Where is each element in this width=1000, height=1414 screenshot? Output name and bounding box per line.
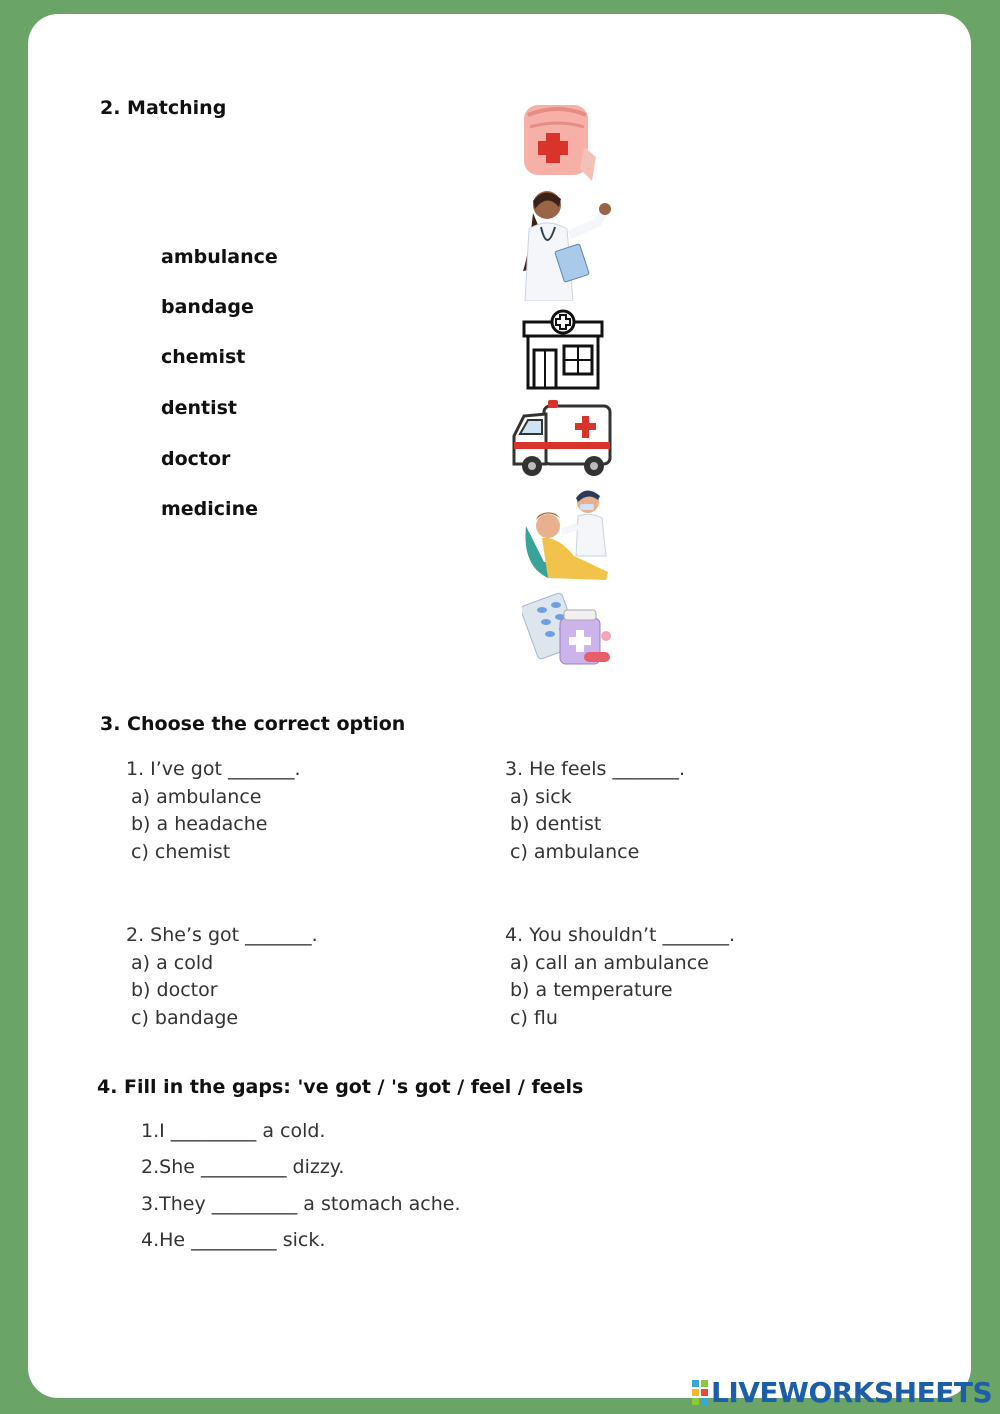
option-b[interactable]: b) a headache [131,813,268,836]
question-prompt: 3. He feels _______. [505,758,686,780]
fill-item-3[interactable] [141,1193,461,1215]
chemist-shop-picture[interactable] [520,306,606,392]
fill-text[interactable]: I _________ a cold. [159,1120,326,1142]
option-a[interactable]: a) a cold [131,951,214,974]
liveworksheets-logo [692,1376,992,1409]
ambulance-picture[interactable] [510,396,616,482]
word-chemist[interactable]: chemist [161,346,246,368]
option-a[interactable]: a) call an ambulance [510,951,709,974]
fill-text[interactable]: She _________ dizzy. [159,1156,345,1178]
fill-number: 3. [141,1193,160,1215]
option-c[interactable]: c) chemist [131,840,231,863]
fill-heading: 4. Fill in the gaps: 've got / 's got / feel / feels [97,1076,584,1098]
doctor-picture[interactable] [515,183,615,301]
option-c[interactable]: c) flu [510,1006,558,1029]
bandage-picture[interactable] [518,97,598,181]
medicine-picture[interactable] [522,588,616,672]
fill-item-1[interactable] [141,1120,325,1142]
word-dentist[interactable]: dentist [161,397,237,419]
word-ambulance[interactable]: ambulance [161,246,278,268]
option-b[interactable]: b) a temperature [510,979,673,1002]
fill-number: 1. [141,1120,160,1142]
word-bandage[interactable]: bandage [161,296,254,318]
question-prompt: 2. She’s got _______. [126,924,318,946]
fill-text[interactable]: He _________ sick. [159,1229,326,1251]
fill-number: 2. [141,1156,160,1178]
word-medicine[interactable]: medicine [161,498,258,520]
word-doctor[interactable]: doctor [161,448,231,470]
option-a[interactable]: a) ambulance [131,785,262,808]
option-b[interactable]: b) dentist [510,813,602,836]
question-1 [126,756,301,866]
fill-number: 4. [141,1229,160,1251]
question-prompt: 1. I’ve got _______. [126,758,301,780]
question-prompt: 4. You shouldn’t _______. [505,924,736,946]
fill-text[interactable]: They _________ a stomach ache. [159,1193,461,1215]
option-c[interactable]: c) ambulance [510,840,640,863]
logo-blocks-icon [692,1380,708,1405]
question-3 [505,756,685,866]
choose-heading: 3. Choose the correct option [100,713,406,735]
dentist-picture[interactable] [518,486,616,582]
question-2 [126,922,318,1032]
fill-item-2[interactable] [141,1156,344,1178]
option-c[interactable]: c) bandage [131,1006,239,1029]
matching-heading: 2. Matching [100,97,227,119]
option-a[interactable]: a) sick [510,785,572,808]
option-b[interactable]: b) doctor [131,979,218,1002]
question-4 [505,922,735,1032]
fill-item-4[interactable] [141,1229,325,1251]
worksheet-page [28,14,971,1398]
logo-text: LIVEWORKSHEETS [711,1376,993,1409]
